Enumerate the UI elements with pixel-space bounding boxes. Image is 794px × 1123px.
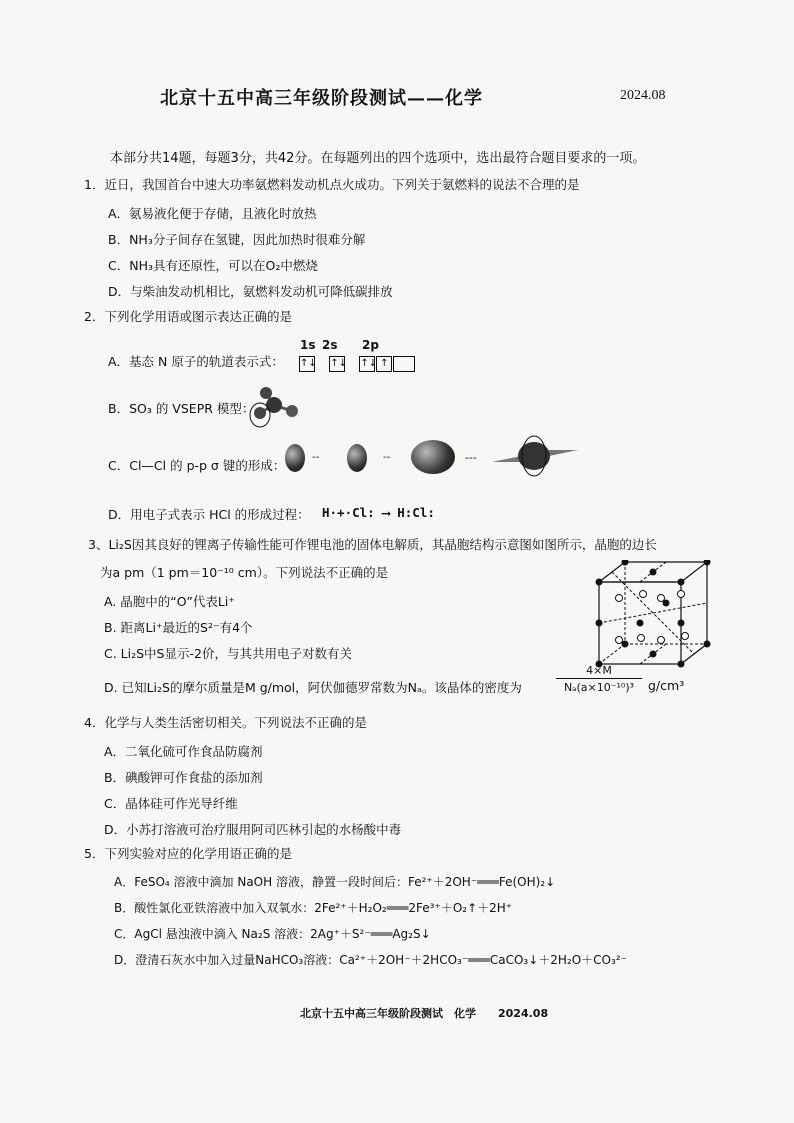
question-3-stem-line1: 3、Li₂S因其良好的锂离子传输性能可作锂电池的固体电解质，其晶胞结构示意图如图所示，晶胞的边长	[88, 537, 657, 552]
question-5-option-d: D．澄清石灰水中加入过量NaHCO₃溶液：Ca²⁺＋2OH⁻＋2HCO₃⁻═══CaCO₃↓＋2H₂O＋CO₃²⁻	[114, 953, 627, 967]
orbital-box-2s: ↑↓	[329, 356, 345, 372]
dash-icon: ‐‐	[312, 452, 320, 463]
dash-icon: ‐‐	[383, 452, 391, 463]
question-3-option-d: D. 已知Li₂S的摩尔质量是M g/mol，阿伏伽德罗常数为Nₐ。该晶体的密度为	[104, 680, 522, 695]
question-2-stem: 2．下列化学用语或图示表达正确的是	[84, 309, 292, 324]
orbital-box-2p-3	[393, 356, 415, 372]
section-intro: 本部分共14题，每题3分，共42分。在每题列出的四个选项中，选出最符合题目要求的一项。	[110, 151, 646, 166]
question-5-option-a: A．FeSO₄ 溶液中滴加 NaOH 溶液，静置一段时间后：Fe²⁺＋2OH⁻═══Fe(OH)₂↓	[114, 875, 556, 889]
page-title: 北京十五中高三年级阶段测试——化学	[160, 88, 483, 109]
question-5-stem: 5．下列实验对应的化学用语正确的是	[84, 846, 292, 861]
question-5-option-c: C．AgCl 悬浊液中滴入 Na₂S 溶液：2Ag⁺＋S²⁻═══Ag₂S↓	[114, 927, 431, 941]
question-4-option-c: C．晶体硅可作光导纤维	[104, 796, 238, 811]
question-1-option-b: B．NH₃分子间存在氢键，因此加热时很难分解	[108, 232, 366, 247]
p-orbital-lobe-icon	[347, 444, 367, 472]
orbital-label-2p: 2p	[362, 338, 379, 352]
orbital-label-1s: 1s	[300, 338, 316, 352]
question-1-option-d: D．与柴油发动机相比，氨燃料发动机可降低碳排放	[108, 284, 393, 299]
question-5-option-b: B．酸性氯化亚铁溶液中加入双氧水：2Fe²⁺＋H₂O₂═══2Fe³⁺＋O₂↑＋2H⁺	[114, 901, 513, 915]
density-fraction	[556, 664, 642, 694]
question-2-option-b: B．SO₃ 的 VSEPR 模型：	[108, 401, 255, 416]
question-3-stem-line2: 为a pm（1 pm＝10⁻¹⁰ cm）。下列说法不正确的是	[100, 565, 389, 580]
question-4-option-d: D．小苏打溶液可治疗服用阿司匹林引起的水杨酸中毒	[104, 822, 402, 837]
question-2-option-c: C．Cl—Cl 的 p-p σ 键的形成：	[108, 458, 286, 473]
question-4-option-b: B．碘酸钾可作食盐的添加剂	[104, 770, 263, 785]
so3-vsepr-model-image	[246, 385, 306, 430]
question-1-stem: 1．近日，我国首台中速大功率氨燃料发动机点火成功。下列关于氨燃料的说法不合理的是	[84, 177, 580, 192]
overlapping-orbital-icon	[411, 440, 455, 474]
question-3-option-a: A. 晶胞中的“O”代表Li⁺	[104, 594, 235, 609]
exam-date: 2024.08	[620, 88, 666, 103]
density-denominator: Nₐ(a×10⁻¹⁰)³	[563, 681, 635, 694]
question-4-stem: 4．化学与人类生活密切相关。下列说法不正确的是	[84, 715, 367, 730]
density-unit: g/cm³	[648, 678, 685, 693]
arrow-icon: ‐‐‐	[465, 451, 477, 464]
question-2-option-d: D．用电子式表示 HCl 的形成过程：	[108, 507, 310, 522]
question-1-option-a: A．氨易液化便于存储，且液化时放热	[108, 206, 317, 221]
orbital-box-2p-2: ↑	[376, 356, 392, 372]
orbital-diagram	[299, 353, 416, 372]
orbital-label-2s: 2s	[322, 338, 338, 352]
orbital-box-1s: ↑↓	[299, 356, 315, 372]
sigma-bond-image	[490, 432, 580, 480]
question-3-option-c: C. Li₂S中S显示-2价，与其共用电子对数有关	[104, 646, 352, 661]
question-3-option-b: B. 距离Li⁺最近的S²⁻有4个	[104, 620, 253, 635]
p-orbital-lobe-icon	[285, 444, 305, 472]
orbital-box-2p-1: ↑↓	[359, 356, 375, 372]
question-1-option-c: C．NH₃具有还原性，可以在O₂中燃烧	[108, 258, 318, 273]
question-4-option-a: A．二氧化硫可作食品防腐剂	[104, 744, 263, 759]
question-2-option-a: A．基态 N 原子的轨道表示式：	[108, 354, 284, 369]
li2s-unit-cell-image	[595, 560, 713, 670]
hcl-electron-formula: H·+·Cl: ⟶ H:Cl:	[322, 505, 435, 520]
density-numerator: 4×M	[556, 664, 642, 679]
page-footer: 北京十五中高三年级阶段测试 化学 2024.08	[300, 1007, 549, 1020]
